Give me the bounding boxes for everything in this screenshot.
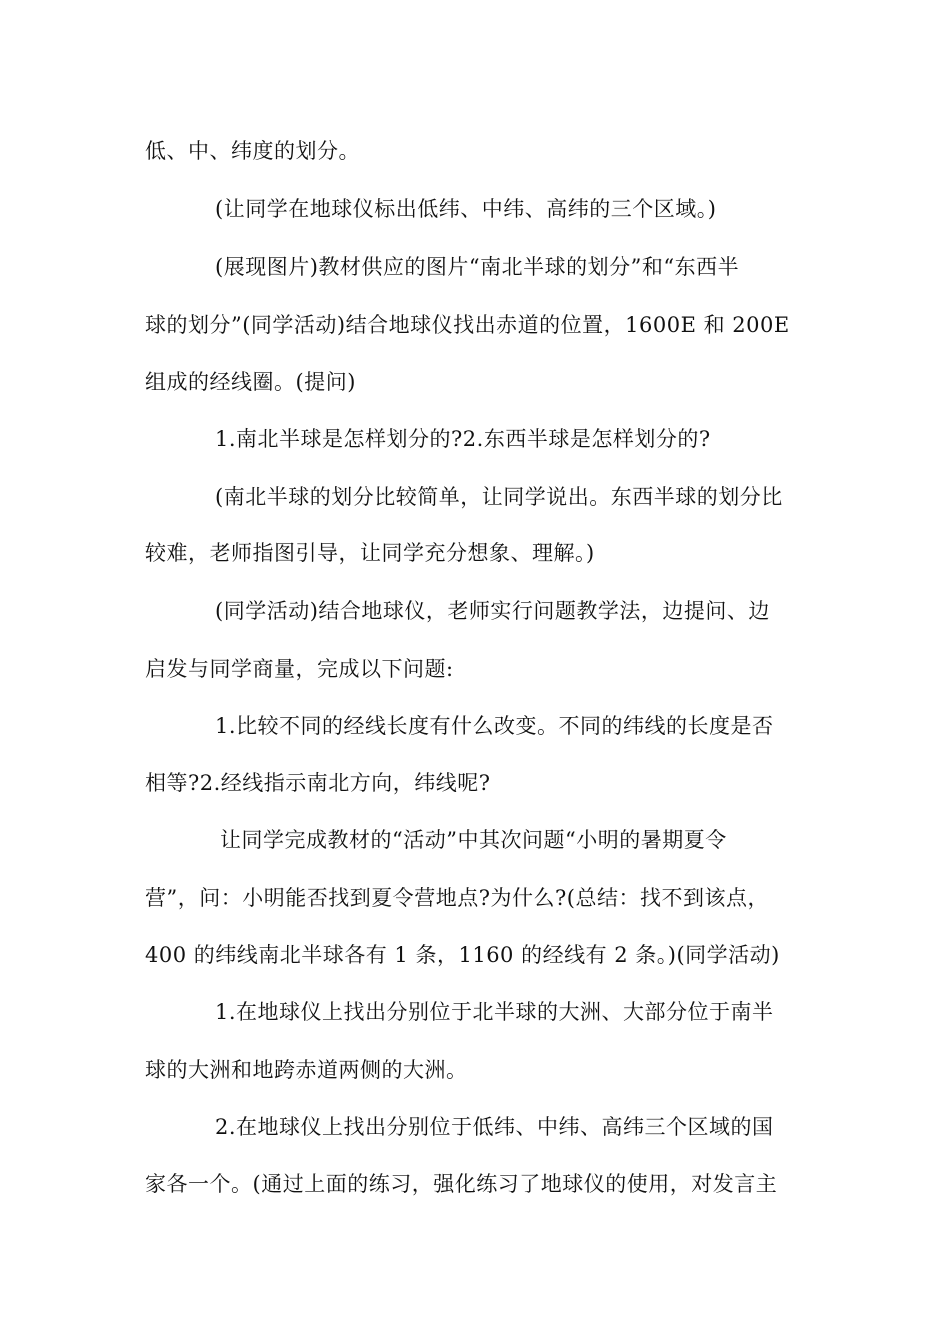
paragraph-line: 球的划分”(同学活动)结合地球仪找出赤道的位置，1600E 和 200E — [145, 313, 790, 337]
paragraph-line: 家各一个。(通过上面的练习，强化练习了地球仪的使用，对发言主 — [145, 1172, 778, 1196]
paragraph-line: 较难，老师指图引导，让同学充分想象、理解。) — [145, 541, 595, 565]
paragraph-line: 1.比较不同的经线长度有什么改变。不同的纬线的长度是否 — [215, 714, 774, 738]
paragraph-line: 球的大洲和地跨赤道两侧的大洲。 — [145, 1058, 468, 1082]
paragraph-line: 低、中、纬度的划分。 — [145, 139, 360, 163]
paragraph-line: 相等?2.经线指示南北方向，纬线呢? — [145, 771, 491, 795]
paragraph-line: (同学活动)结合地球仪，老师实行问题教学法，边提问、边 — [215, 599, 770, 623]
paragraph-line: (展现图片)教材供应的图片“南北半球的划分”和“东西半 — [215, 255, 740, 279]
paragraph-line: 1.在地球仪上找出分别位于北半球的大洲、大部分位于南半 — [215, 1000, 774, 1024]
paragraph-line: (南北半球的划分比较简单，让同学说出。东西半球的划分比 — [215, 485, 783, 509]
paragraph-line: (让同学在地球仪标出低纬、中纬、高纬的三个区域。) — [215, 197, 717, 221]
paragraph-line: 让同学完成教材的“活动”中其次问题“小明的暑期夏令 — [220, 828, 727, 852]
paragraph-line: 组成的经线圈。(提问) — [145, 370, 356, 394]
paragraph-line: 400 的纬线南北半球各有 1 条，1160 的经线有 2 条。)(同学活动) — [145, 943, 780, 967]
paragraph-line: 2.在地球仪上找出分别位于低纬、中纬、高纬三个区域的国 — [215, 1115, 774, 1139]
paragraph-line: 营”，问：小明能否找到夏令营地点?为什么?(总结：找不到该点， — [145, 886, 769, 910]
paragraph-line: 1.南北半球是怎样划分的?2.东西半球是怎样划分的? — [215, 427, 711, 451]
paragraph-line: 启发与同学商量，完成以下问题: — [145, 657, 454, 681]
